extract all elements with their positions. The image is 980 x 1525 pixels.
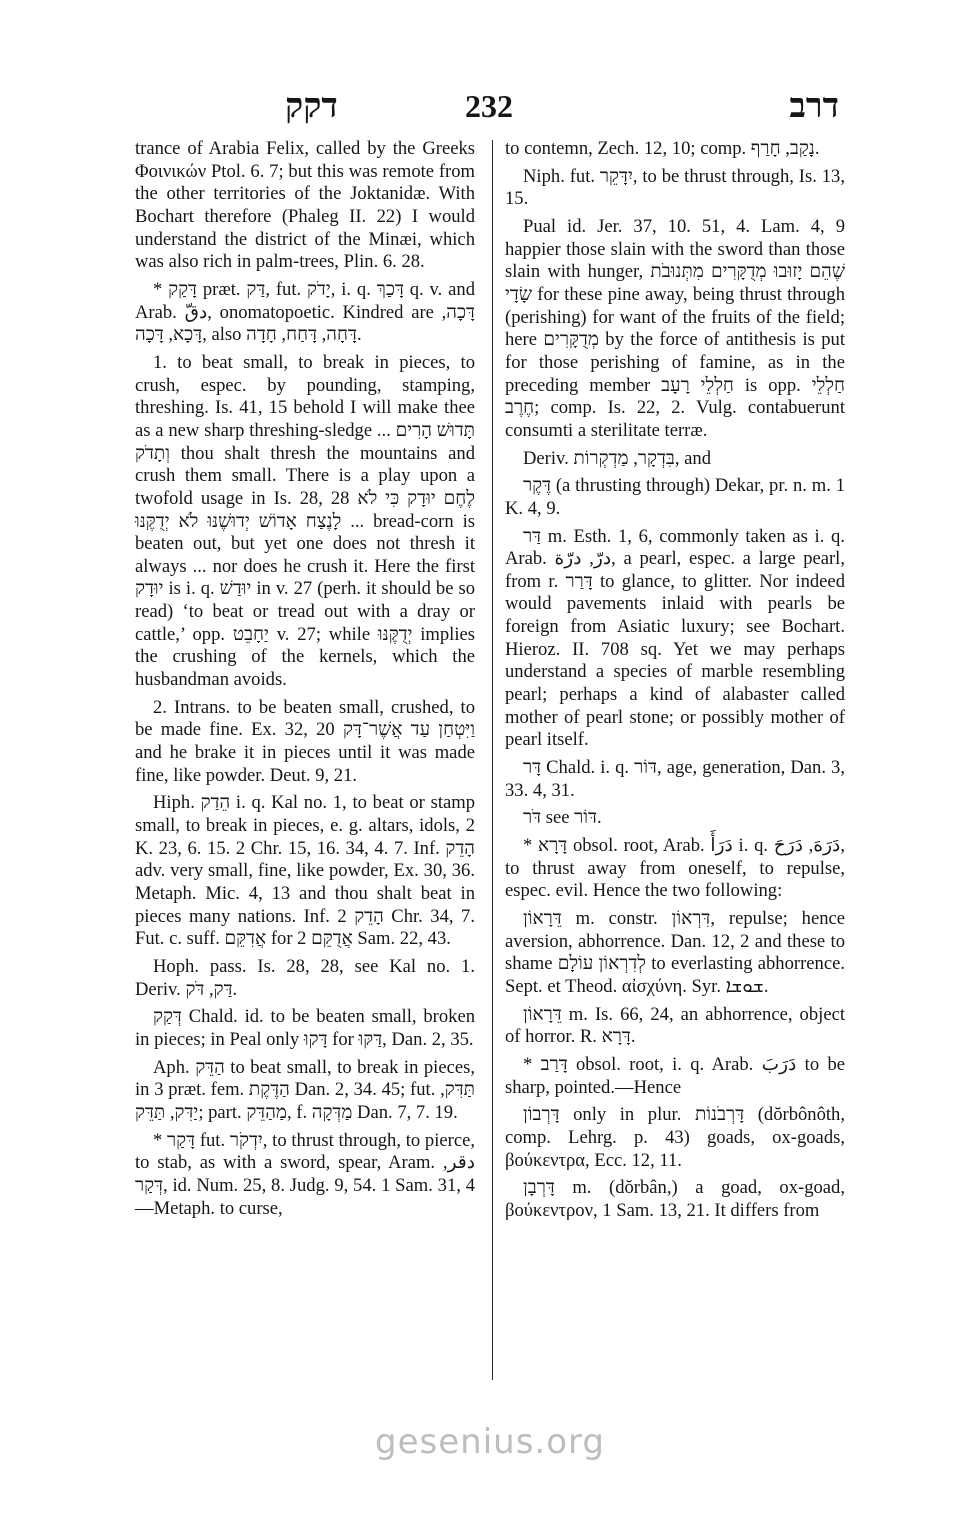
entry-paragraph: דַּר m. Esth. 1, 6, commonly taken as i. q. Arab. درّ, درّة, a pearl, espec. a large pearl, from r. דָּרַר to glance, to glitter. Nor indeed would pavements inlaid with pearls be foreign from Asiatic luxury; see Bochart. Hieroz. II. 708 sq. Yet we may perhaps understand a species of marble resembling pearl; perhaps a kind of alabaster called mother of pearl stone; or possibly mother of pearl itself. — [505, 525, 845, 751]
entry-paragraph: 2. Intrans. to be beaten small, crushed, to be made fine. Ex. 32, 20 וַיִּטְחַן עַד אֲשֶׁר־דָּק and he brake it in pieces until it was made fine, like powder. Deut. 9, 21. — [135, 696, 475, 786]
page-header — [135, 88, 847, 128]
right-column — [505, 138, 845, 1228]
entry-paragraph: דָּר Chald. i. q. דּוֹר, age, generation, Dan. 3, 33. 4, 31. — [505, 757, 845, 801]
entry-paragraph: * דָּרַב obsol. root, i. q. Arab. دَرَبَ to be sharp, pointed.—Hence — [505, 1053, 846, 1098]
entry-paragraph: * דָּקַר fut. יִדְקֹר, to thrust through, to pierce, to stab, as with a sword, spear, Aram. دقر, דְּקַר, id. Num. 25, 8. Judg. 9, 54. 1 Sam. 31, 4 —Metaph. to curse, — [135, 1129, 475, 1219]
entry-paragraph: Pual id. Jer. 37, 10. 51, 4. Lam. 4, 9 happier those slain with the sword than those slain with hunger, שֶׁהֵם יָזוּבוּ מְדֻקָּרִים מִתְּנוּבֹת שָׂדָי for these pine away, being thrust through (perishing) for want of the fruits of the field; here מְדֻקָּרִים by the force of antithesis is put for those perishing of famine, as in the preceding member חַלְלֵי רָעָב is opp. חַלְלֵי חֶרֶב; comp. Is. 22, 2. Vulg. contabuerunt consumti a sterilitate terræ. — [505, 215, 845, 441]
entry-paragraph: Hoph. pass. Is. 28, 28, see Kal no. 1. Deriv. דַּק, דֹּק. — [135, 955, 475, 1000]
entry-paragraph: דָּרְבָן m. (dŏrbân,) a goad, ox-goad, βούκεντρον, 1 Sam. 13, 21. It differs from — [505, 1177, 845, 1221]
entry-paragraph: * דָּרָא obsol. root, Arab. دَرَأَ i. q. دَرَهَ, دَرَحَ, to thrust away from oneself, to repulse, espec. evil. Hence the two following: — [505, 835, 845, 902]
entry-paragraph: דֶּקֶר (a thrusting through) Dekar, pr. n. m. 1 K. 4, 9. — [505, 475, 845, 519]
entry-paragraph: דֵּרָאוֹן m. constr. דִּרְאוֹן, repulse; hence aversion, abhorrence. Dan. 12, 2 and these to shame לְדִרְאוֹן עוֹלָם to everlasting abhorrence. Sept. et Theod. αἰσχύνη. Syr. ܫܘܫܐ. — [505, 908, 845, 997]
header-left-word: דקק — [285, 88, 338, 125]
left-column — [135, 138, 475, 1225]
entry-paragraph: דֵּרָאוֹן m. Is. 66, 24, an abhorrence, object of horror. R. דָּרָא. — [505, 1003, 845, 1048]
site-watermark: gesenius.org — [375, 1422, 605, 1462]
entry-paragraph: trance of Arabia Felix, called by the Greeks Φοινικών Ptol. 6. 7; but this was remote from the other territories of the Joktanidæ. With Bochart therefore (Phaleg II. 22) I would understand the district of the Minæi, which was also rich in palm-trees, Plin. 6. 28. — [135, 138, 475, 273]
entry-paragraph: * דָּקַק præt. דַּק, fut. יָדֹק, i. q. דָּכַךְ q. v. and Arab. دقّ, onomatopoetic. Kindred are דָּכָה, דָּכָא, דָּכָה, also דָּחָה, דָּחַח, חָדָה. — [135, 278, 475, 346]
entry-paragraph: 1. to beat small, to break in pieces, to crush, espec. by pounding, stamping, threshing. Is. 41, 15 behold I will make thee as a new sharp threshing-sledge ... תָּדוּשׁ הָרִים וְתָדֹק thou shalt thresh the mountains and crush them small. There is a play upon a twofold usage in Is. 28, 28 לֶחֶם יוּדָק כִּי לֹא לָנֶצַח אָדוֹשׁ יְדוּשֶׁנּוּ לֹא יְדֻקֶּנּוּ ... bread-corn is beaten out, but yet one does not thresh it always ... nor does he crush it. Here the first יוּדָק is i. q. יוּדַשׁ in v. 27 (perh. it should be so read) ‘to beat or tread out with a dray or cattle,’ opp. יַחָבֵט v. 27; while יְדֻקֶּנּוּ implies the crushing of the kernels, which the husbandman avoids. — [135, 351, 476, 691]
entry-paragraph: to contemn, Zech. 12, 10; comp. נָקַב, חָרַף. — [505, 138, 820, 159]
entry-paragraph: Niph. fut. יִדָּקֵר, to be thrust through, Is. 13, 15. — [505, 165, 845, 210]
column-divider — [492, 140, 493, 1380]
page-number: 232 — [465, 88, 513, 124]
entry-paragraph: דְּקַק Chald. id. to be beaten small, broken in pieces; in Peal only דָּקוּ for דַּקּוּ, Dan. 2, 35. — [135, 1006, 475, 1050]
entry-paragraph: דֹּר see דּוֹר. — [523, 807, 602, 829]
entry-paragraph: דָּרְבוֹן only in plur. דָּרְבֹנוֹת (dŏrbônôth, comp. Lehrg. p. 43) goads, ox-goads, βούκεντρα, Ecc. 12, 11. — [505, 1104, 845, 1171]
entry-paragraph: Deriv. בִּדְקָר, מַדְקְרוֹת, and — [523, 447, 712, 469]
entry-paragraph: Hiph. הֵדַק i. q. Kal no. 1, to beat or stamp small, to break in pieces, e. g. altars, idols, 2 K. 23, 6. 15. 2 Chr. 15, 16. 34, 4. 7. Inf. הָדֵק adv. very small, fine, like powder, Ex. 30, 36. Metaph. Mic. 4, 13 and thou shalt beat in pieces many nations. Inf. הָדֵק 2 Chr. 34, 7. Fut. c. suff. אֲדִקֵּם for אֲדֻקֵּם 2 Sam. 22, 43. — [135, 792, 476, 950]
entry-paragraph: Aph. הַדֵּק to beat small, to break in pieces, in 3 præt. fem. הַדֶּקֶת Dan. 2, 34. 45; fut. תַּדִּק, יַדִּק, תַּדֵּק; part. מַהַדֵּק, f. מַדְּקָה Dan. 7, 7. 19. — [135, 1056, 475, 1123]
header-right-word: דרב — [789, 88, 839, 125]
